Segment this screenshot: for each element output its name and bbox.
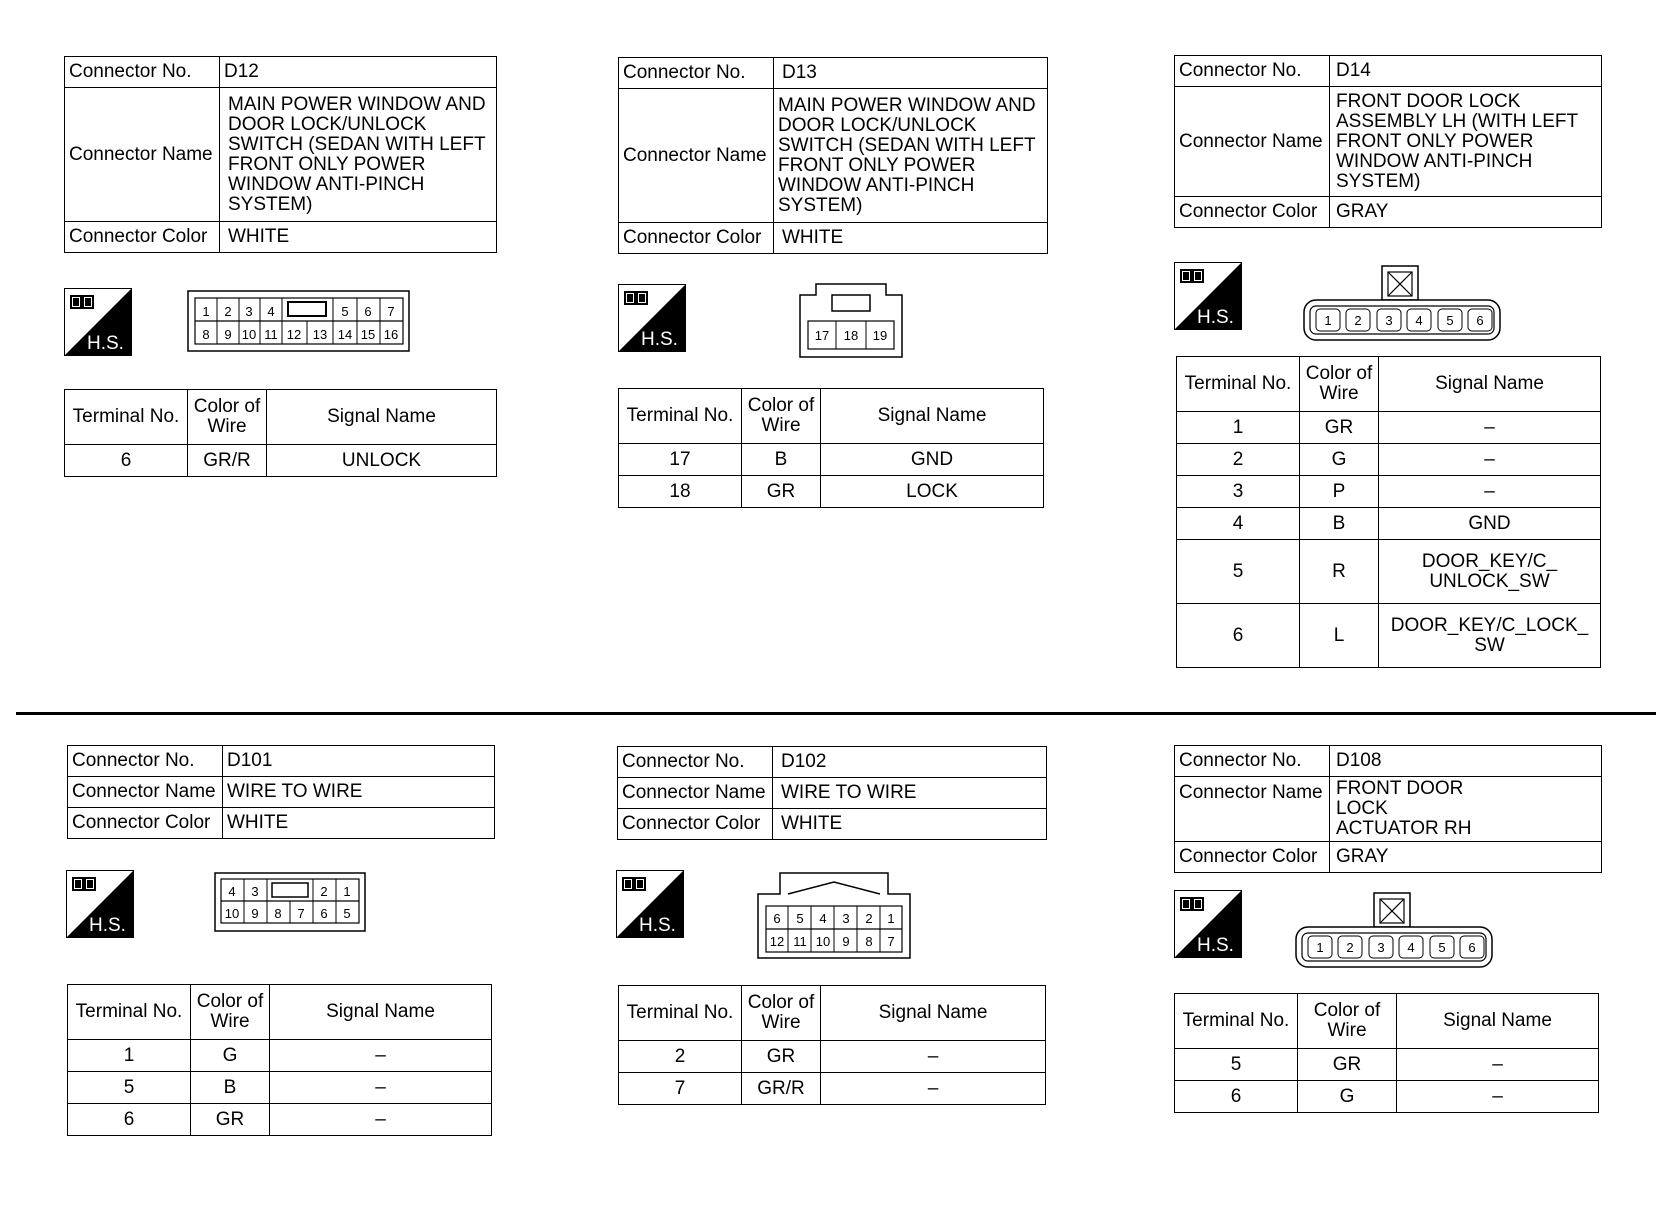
pin-label: 2 <box>320 884 328 899</box>
pin-label: 4 <box>267 304 275 319</box>
signal-name-cell: LOCK <box>821 476 1044 508</box>
table-row <box>1177 508 1601 540</box>
connector-no-label: Connector No. <box>68 746 223 777</box>
table-row <box>68 1104 492 1136</box>
wire-color-cell: B <box>191 1072 270 1104</box>
connector-no-label: Connector No. <box>619 58 774 89</box>
table-row <box>1175 1049 1599 1081</box>
terminal-no-cell: 2 <box>1177 444 1300 476</box>
connector-name-label: Connector Name <box>65 88 220 222</box>
connector-name-value: WIRE TO WIRE <box>223 777 495 808</box>
table-row <box>1177 604 1601 668</box>
signal-name-header: Signal Name <box>267 390 497 445</box>
pin-label: 12 <box>286 327 302 342</box>
connector-no-value: D12 <box>220 57 497 88</box>
connector-name-label: Connector Name <box>1175 87 1330 197</box>
terminal-no-cell: 4 <box>1177 508 1300 540</box>
connector-color-value: GRAY <box>1330 842 1602 873</box>
signal-name-header: Signal Name <box>821 986 1046 1041</box>
pin-label: 18 <box>843 328 859 343</box>
signal-name-header: Signal Name <box>1379 357 1601 412</box>
connector-color-label: Connector Color <box>618 809 773 840</box>
pin-label: 6 <box>1476 313 1484 328</box>
wire-color-cell: G <box>191 1040 270 1072</box>
connector-d13-info <box>618 57 1048 254</box>
table-row <box>619 1073 1046 1105</box>
connector-color-value: WHITE <box>774 223 1048 254</box>
connector-color-value: WHITE <box>773 809 1047 840</box>
pin-label: 3 <box>251 884 259 899</box>
signal-name-cell: GND <box>1379 508 1601 540</box>
pin-label: 11 <box>264 327 278 342</box>
signal-name-cell: – <box>1379 444 1601 476</box>
hs-badge <box>1174 890 1242 958</box>
wire-color-cell: GR/R <box>188 445 267 477</box>
pin-label: 7 <box>887 934 895 949</box>
connector-name-label: Connector Name <box>619 89 774 223</box>
connector-no-label: Connector No. <box>618 747 773 778</box>
color-of-wire-header: Color of Wire <box>742 389 821 444</box>
terminal-no-header: Terminal No. <box>1177 357 1300 412</box>
connector-no-label: Connector No. <box>65 57 220 88</box>
hs-label: H.S. <box>87 333 124 354</box>
connector-color-label: Connector Color <box>68 808 223 839</box>
terminal-no-cell: 6 <box>65 445 188 477</box>
wire-color-cell: GR <box>1298 1049 1397 1081</box>
wire-color-cell: G <box>1298 1081 1397 1113</box>
pin-label: 4 <box>1407 940 1415 955</box>
terminal-table-d12 <box>64 389 497 477</box>
signal-name-header: Signal Name <box>821 389 1044 444</box>
connector-d101-face <box>214 872 366 937</box>
pin-label: 16 <box>383 327 399 342</box>
connector-d101-info <box>67 745 495 839</box>
terminal-no-cell: 7 <box>619 1073 742 1105</box>
terminal-no-cell: 6 <box>1175 1081 1298 1113</box>
pin-label: 7 <box>297 906 305 921</box>
connector-no-value: D101 <box>223 746 495 777</box>
connector-no-label: Connector No. <box>1175 746 1330 777</box>
connector-d12-info <box>64 56 497 253</box>
terminal-table-d108 <box>1174 993 1599 1113</box>
hs-badge <box>618 284 686 352</box>
color-of-wire-header: Color of Wire <box>1300 357 1379 412</box>
terminal-no-header: Terminal No. <box>619 389 742 444</box>
pin-label: 15 <box>360 327 376 342</box>
wire-color-cell: G <box>1300 444 1379 476</box>
hs-label: H.S. <box>89 915 126 936</box>
signal-name-cell: – <box>1397 1049 1599 1081</box>
terminal-no-cell: 5 <box>68 1072 191 1104</box>
connector-d102-face <box>756 872 912 965</box>
terminal-no-cell: 6 <box>68 1104 191 1136</box>
pin-label: 13 <box>312 327 328 342</box>
connector-d12-face <box>187 290 410 357</box>
pin-label: 4 <box>228 884 236 899</box>
pin-label: 5 <box>1446 313 1454 328</box>
wire-color-cell: GR <box>742 476 821 508</box>
pin-label: 6 <box>364 304 372 319</box>
hs-badge <box>616 870 684 938</box>
hs-label: H.S. <box>641 329 678 350</box>
wire-color-cell: GR <box>191 1104 270 1136</box>
connector-d108-info <box>1174 745 1602 873</box>
table-row <box>1177 444 1601 476</box>
signal-name-cell: – <box>821 1073 1046 1105</box>
signal-name-cell: – <box>1379 412 1601 444</box>
pin-label: 17 <box>814 328 830 343</box>
pin-label: 19 <box>872 328 888 343</box>
connector-name-label: Connector Name <box>618 778 773 809</box>
hs-label: H.S. <box>1197 307 1234 328</box>
connector-name-label: Connector Name <box>68 777 223 808</box>
pin-label: 8 <box>865 934 873 949</box>
connector-name-value: MAIN POWER WINDOW AND DOOR LOCK/UNLOCK SWITCH (SEDAN WITH LEFT FRONT ONLY POWER WINDOW ANTI-PINCH SYSTEM) <box>774 89 1048 223</box>
table-row <box>1177 476 1601 508</box>
connector-name-value: WIRE TO WIRE <box>773 778 1047 809</box>
pin-label: 5 <box>341 304 349 319</box>
connector-d14-info <box>1174 55 1602 228</box>
connector-color-value: WHITE <box>223 808 495 839</box>
signal-name-cell: UNLOCK <box>267 445 497 477</box>
terminal-no-cell: 1 <box>68 1040 191 1072</box>
pin-label: 3 <box>1385 313 1393 328</box>
connector-no-value: D108 <box>1330 746 1602 777</box>
terminal-no-header: Terminal No. <box>68 985 191 1040</box>
hs-label: H.S. <box>639 915 676 936</box>
terminal-no-cell: 5 <box>1177 540 1300 604</box>
terminal-no-header: Terminal No. <box>65 390 188 445</box>
connector-name-value: FRONT DOOR LOCK ASSEMBLY LH (WITH LEFT FRONT ONLY POWER WINDOW ANTI-PINCH SYSTEM) <box>1330 87 1602 197</box>
terminal-no-cell: 5 <box>1175 1049 1298 1081</box>
table-row <box>619 444 1044 476</box>
pin-label: 10 <box>224 906 240 921</box>
pin-label: 9 <box>842 934 850 949</box>
pin-label: 12 <box>769 934 785 949</box>
table-row <box>619 1041 1046 1073</box>
pin-label: 2 <box>224 304 232 319</box>
signal-name-cell: DOOR_KEY/C_ UNLOCK_SW <box>1379 540 1601 604</box>
pin-label: 1 <box>887 911 895 926</box>
pin-label: 7 <box>387 304 395 319</box>
table-row <box>65 445 497 477</box>
terminal-no-cell: 1 <box>1177 412 1300 444</box>
wire-color-cell: GR <box>742 1041 821 1073</box>
terminal-no-cell: 18 <box>619 476 742 508</box>
color-of-wire-header: Color of Wire <box>191 985 270 1040</box>
terminal-table-d13 <box>618 388 1044 508</box>
connector-no-label: Connector No. <box>1175 56 1330 87</box>
pin-label: 1 <box>343 884 351 899</box>
pin-label: 4 <box>1415 313 1423 328</box>
signal-name-cell: GND <box>821 444 1044 476</box>
table-row <box>619 476 1044 508</box>
pin-label: 10 <box>815 934 831 949</box>
hs-label: H.S. <box>1197 935 1234 956</box>
color-of-wire-header: Color of Wire <box>1298 994 1397 1049</box>
wire-color-cell: R <box>1300 540 1379 604</box>
wire-color-cell: P <box>1300 476 1379 508</box>
pin-label: 5 <box>343 906 351 921</box>
pin-label: 9 <box>251 906 259 921</box>
signal-name-cell: – <box>270 1072 492 1104</box>
pin-label: 3 <box>842 911 850 926</box>
pin-label: 6 <box>320 906 328 921</box>
connector-d14-face <box>1302 264 1502 347</box>
connector-d102-info <box>617 746 1047 840</box>
connector-no-value: D14 <box>1330 56 1602 87</box>
pin-label: 6 <box>1468 940 1476 955</box>
connector-color-label: Connector Color <box>619 223 774 254</box>
signal-name-cell: – <box>270 1040 492 1072</box>
hs-badge <box>64 288 132 356</box>
table-row <box>68 1072 492 1104</box>
terminal-no-cell: 17 <box>619 444 742 476</box>
pin-label: 6 <box>773 911 781 926</box>
signal-name-cell: – <box>270 1104 492 1136</box>
wire-color-cell: GR/R <box>742 1073 821 1105</box>
pin-label: 2 <box>865 911 873 926</box>
connector-d13-face <box>798 283 904 364</box>
table-row <box>1175 1081 1599 1113</box>
signal-name-cell: – <box>821 1041 1046 1073</box>
wire-color-cell: B <box>1300 508 1379 540</box>
terminal-no-header: Terminal No. <box>619 986 742 1041</box>
connector-name-value: MAIN POWER WINDOW AND DOOR LOCK/UNLOCK SWITCH (SEDAN WITH LEFT FRONT ONLY POWER WINDOW ANTI-PINCH SYSTEM) <box>220 88 497 222</box>
pin-label: 8 <box>274 906 282 921</box>
connector-color-label: Connector Color <box>1175 842 1330 873</box>
wire-color-cell: B <box>742 444 821 476</box>
signal-name-cell: – <box>1397 1081 1599 1113</box>
pin-label: 1 <box>1316 940 1324 955</box>
connector-color-value: WHITE <box>220 222 497 253</box>
signal-name-cell: DOOR_KEY/C_LOCK_ SW <box>1379 604 1601 668</box>
terminal-no-cell: 6 <box>1177 604 1300 668</box>
pin-label: 5 <box>796 911 804 926</box>
terminal-no-cell: 2 <box>619 1041 742 1073</box>
terminal-no-header: Terminal No. <box>1175 994 1298 1049</box>
pin-label: 8 <box>202 327 210 342</box>
connector-color-label: Connector Color <box>65 222 220 253</box>
pin-label: 10 <box>241 327 257 342</box>
pin-label: 2 <box>1354 313 1362 328</box>
pin-label: 1 <box>1324 313 1332 328</box>
connector-color-label: Connector Color <box>1175 197 1330 228</box>
pin-label: 3 <box>245 304 253 319</box>
pin-label: 11 <box>793 934 807 949</box>
pin-label: 9 <box>224 327 232 342</box>
table-row <box>1177 412 1601 444</box>
signal-name-cell: – <box>1379 476 1601 508</box>
connector-name-value: FRONT DOOR LOCK ACTUATOR RH <box>1330 777 1602 842</box>
connector-color-value: GRAY <box>1330 197 1602 228</box>
pin-label: 1 <box>202 304 210 319</box>
terminal-table-d101 <box>67 984 492 1136</box>
pin-label: 2 <box>1346 940 1354 955</box>
pin-label: 5 <box>1438 940 1446 955</box>
terminal-no-cell: 3 <box>1177 476 1300 508</box>
wire-color-cell: L <box>1300 604 1379 668</box>
connector-no-value: D102 <box>773 747 1047 778</box>
color-of-wire-header: Color of Wire <box>188 390 267 445</box>
terminal-table-d102 <box>618 985 1046 1105</box>
hs-badge <box>66 870 134 938</box>
terminal-table-d14 <box>1176 356 1601 668</box>
connector-no-value: D13 <box>774 58 1048 89</box>
connector-d108-face <box>1294 891 1494 974</box>
pin-label: 14 <box>337 327 353 342</box>
signal-name-header: Signal Name <box>1397 994 1599 1049</box>
connector-name-label: Connector Name <box>1175 777 1330 842</box>
table-row <box>68 1040 492 1072</box>
table-row <box>1177 540 1601 604</box>
hs-badge <box>1174 262 1242 330</box>
signal-name-header: Signal Name <box>270 985 492 1040</box>
pin-label: 4 <box>819 911 827 926</box>
pin-label: 3 <box>1377 940 1385 955</box>
wire-color-cell: GR <box>1300 412 1379 444</box>
section-divider <box>16 712 1656 715</box>
color-of-wire-header: Color of Wire <box>742 986 821 1041</box>
